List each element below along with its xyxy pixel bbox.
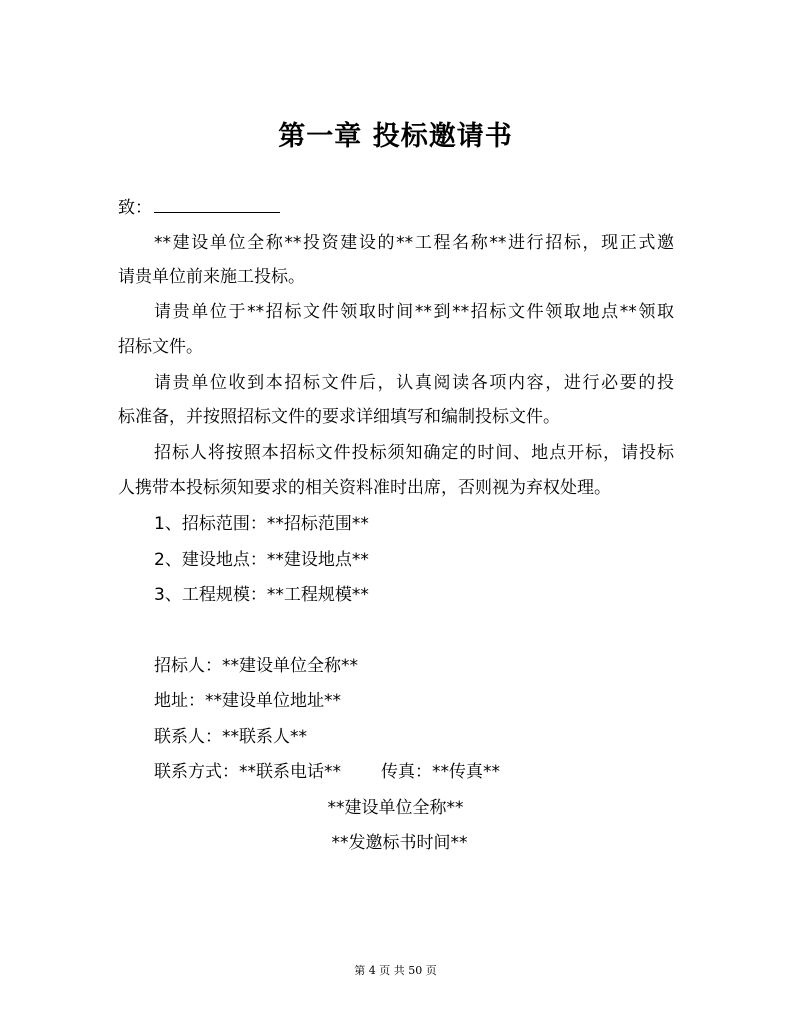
page-footer: 第 4 页 共 50 页 — [354, 964, 437, 977]
contact-person-line: 联系人：**联系人** — [154, 727, 307, 747]
page-title: 第一章 投标邀请书 — [278, 121, 513, 152]
list-item-scale: 3、工程规模：**工程规模** — [154, 585, 369, 605]
address-line: 地址：**建设单位地址** — [154, 691, 341, 711]
paragraph-3-line-1: 请贵单位收到本招标文件后，认真阅读各项内容，进行必要的投 — [154, 373, 674, 393]
salutation-label: 致： — [118, 198, 152, 218]
signature-org: **建设单位全称** — [327, 798, 464, 818]
paragraph-2-line-1: 请贵单位于**招标文件领取时间**到**招标文件领取地点**领取 — [154, 302, 674, 322]
paragraph-1-line-2: 请贵单位前来施工投标。 — [118, 267, 305, 287]
recipient-blank — [154, 194, 280, 213]
paragraph-2-line-2: 招标文件。 — [118, 337, 203, 357]
paragraph-1-line-1: **建设单位全称**投资建设的**工程名称**进行招标，现正式邀 — [154, 233, 674, 253]
salutation — [118, 194, 280, 220]
signature-date: **发邀标书时间** — [331, 833, 468, 853]
paragraph-4-line-2: 人携带本投标须知要求的相关资料准时出席，否则视为弃权处理。 — [118, 478, 611, 498]
fax-text: 传真：**传真** — [381, 762, 500, 782]
list-item-location: 2、建设地点：**建设地点** — [154, 550, 369, 570]
list-item-scope: 1、招标范围：**招标范围** — [154, 514, 369, 534]
phone-text: 联系方式：**联系电话** — [154, 762, 341, 782]
paragraph-3-line-2: 标准备，并按照招标文件的要求详细填写和编制投标文件。 — [118, 407, 560, 427]
paragraph-4-line-1: 招标人将按照本招标文件投标须知确定的时间、地点开标，请投标 — [154, 443, 674, 463]
tenderer-line: 招标人：**建设单位全称** — [154, 656, 358, 676]
contact-methods-line — [154, 760, 500, 784]
